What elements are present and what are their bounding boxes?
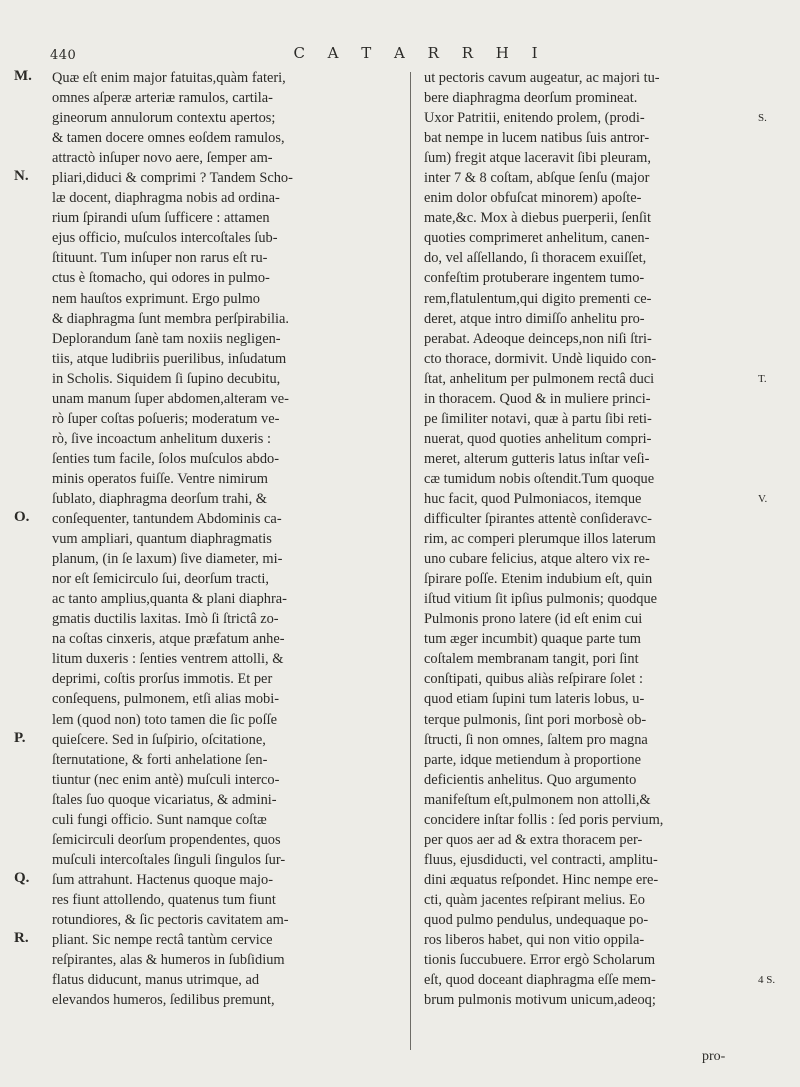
text-line: conſequenter, tantundem Abdominis ca-: [52, 511, 282, 528]
text-line: ctus è ſtomacho, qui odores in pulmo-: [52, 270, 270, 287]
text-line: gineorum annulorum contextu apertos;: [52, 110, 276, 127]
page-header: [20, 40, 780, 68]
text-line: litum duxeris : ſenties ventrem attolli, &: [52, 651, 284, 668]
text-line: ſtales ſuo quoque vicariatus, & admini-: [52, 791, 277, 808]
text-line: bat nempe in lucem natibus ſuis antror-: [424, 130, 650, 147]
page-number: 440: [50, 48, 77, 63]
text-line: dini æquatus reſpondet. Hinc nempe ere-: [424, 871, 659, 888]
text-line: concidere inſtar follis : ſed poris pervium,: [424, 811, 664, 828]
text-line: fluus, ejusdiducti, vel contracti, amplitu-: [424, 851, 658, 868]
text-line: Uxor Patritii, enitendo prolem, (prodi-: [424, 110, 645, 127]
text-line: Quæ eſt enim major fatuitas,quàm fateri,: [52, 70, 286, 86]
text-line: Deplorandum ſanè tam noxiis negligen-: [52, 330, 281, 347]
left-text-column: [52, 68, 374, 1010]
text-line: ac tanto amplius,quanta & plani diaphra-: [52, 591, 287, 608]
text-line: perabat. Adeoque deinceps,non niſi ſtri-: [424, 330, 652, 347]
text-line: unam manum ſuper abdomen,alteram ve-: [52, 390, 289, 407]
text-line: ſpirare poſſe. Etenim indubium eſt, quin: [424, 571, 653, 588]
text-line: tiis, atque ludibriis puerilibus, inſudatum: [52, 350, 287, 367]
text-line: bere diaphragma deorſum promineat.: [424, 90, 638, 107]
text-line: huc facit, quod Pulmoniacos, itemque: [424, 490, 642, 507]
text-line: quod pulmo pendulus, undequaque po-: [424, 911, 649, 928]
margin-letter-left: M.: [14, 68, 32, 84]
running-title: C A T A R R H I: [293, 44, 547, 62]
text-line: rò ſuper coſtas poſueris; moderatum ve-: [52, 410, 280, 427]
text-line: vum ampliari, quantum diaphragmatis: [52, 531, 272, 548]
text-line: cti, quàm jacentes reſpirant melius. Eo: [424, 891, 645, 908]
text-line: ſternutatione, & forti anhelatione ſen-: [52, 751, 268, 768]
text-line: confeſtim protuberare ingentem tumo-: [424, 270, 645, 287]
text-line: lem (quod non) toto tamen die ſic poſſe: [52, 711, 278, 728]
text-line: elevandos humeros, ſedilibus premunt,: [52, 992, 275, 1009]
text-line: rem,flatulentum,qui digito prementi ce-: [424, 290, 652, 307]
text-line: omnes aſperæ arteriæ ramulos, cartila-: [52, 90, 273, 107]
text-line: ſum attrahunt. Hactenus quoque majo-: [52, 871, 273, 888]
text-line: rotundiores, & ſic pectoris cavitatem am-: [52, 911, 289, 928]
text-line: ſum) fregit atque laceravit ſibi pleuram,: [424, 150, 651, 167]
text-line: deprimi, coſtis prorſus immotis. Et per: [52, 671, 273, 688]
text-line: in Scholis. Siquidem ſi ſupino decubitu,: [52, 370, 281, 387]
margin-letter-left: O.: [14, 509, 30, 526]
text-line: rium ſpirandi uſum ſufficere : attamen: [52, 210, 270, 227]
text-line: tionis ſuccubuere. Error ergò Scholarum: [424, 952, 656, 969]
text-line: deret, atque intro dimiſſo anhelitu pro-: [424, 310, 645, 327]
text-line: parte, idque metiendum à proportione: [424, 751, 641, 768]
text-line: ros liberos habet, qui non vitio oppila-: [424, 932, 645, 949]
text-line: terque pulmonis, ſint pori morbosè ob-: [424, 711, 647, 728]
text-line: quieſcere. Sed in ſuſpirio, oſcitatione,: [52, 731, 266, 748]
text-line: ſublato, diaphragma deorſum trahi, &: [52, 490, 268, 507]
right-text-column: [424, 68, 752, 1010]
text-line: culi fungi officio. Sunt namque coſtæ: [52, 811, 267, 828]
text-line: per quos aer ad & extra thoracem per-: [424, 831, 643, 848]
text-line: læ docent, diaphragma nobis ad ordina-: [52, 190, 280, 207]
text-line: flatus diducunt, manus utrimque, ad: [52, 972, 260, 989]
margin-letter-right: S.: [758, 112, 767, 125]
catchword: pro-: [702, 1049, 726, 1064]
text-line: attractò inſuper novo aere, ſemper am-: [52, 150, 273, 167]
text-line: planum, (in ſe laxum) ſive diameter, mi-: [52, 551, 283, 568]
text-line: & diaphragma ſunt membra perſpirabilia.: [52, 310, 289, 327]
text-line: conſequens, pulmonem, etſi alias mobi-: [52, 691, 280, 708]
margin-letter-right: V.: [758, 493, 768, 506]
text-line: rò, ſive incoactum anhelitum duxeris :: [52, 430, 272, 447]
text-line: ut pectoris cavum augeatur, ac majori tu-: [424, 70, 660, 86]
text-line: muſculi intercoſtales ſinguli ſingulos ſur-: [52, 851, 286, 868]
text-line: cto thorace, dormivit. Undè liquido con-: [424, 350, 657, 367]
text-line: uno cubare felicius, atque altero vix re-: [424, 551, 650, 568]
text-line: conſtipati, quibus aliàs reſpirare ſolet :: [424, 671, 643, 688]
text-line: & tamen docere omnes eoſdem ramulos,: [52, 130, 285, 147]
text-line: minis operatos fuiſſe. Ventre nimirum: [52, 470, 268, 487]
text-line: res fiunt attollendo, quatenus tum fiunt: [52, 891, 276, 908]
text-line: quod etiam ſupini tum lateris lobus, u-: [424, 691, 645, 708]
text-line: ſtituunt. Tum inſuper non rarus eſt ru-: [52, 250, 268, 267]
text-line: rim, ac comperi plerumque illos laterum: [424, 531, 656, 548]
margin-letter-right: T.: [758, 372, 767, 385]
margin-letter-left: N.: [14, 168, 29, 185]
text-line: tiuntur (nec enim antè) muſculi interco-: [52, 771, 280, 788]
text-line: gmatis ductilis laxitas. Imò ſi ſtrictâ zo-: [52, 611, 279, 628]
text-line: eſt, quod doceant diaphragma eſſe mem-: [424, 972, 656, 989]
text-line: ſenties tum facile, ſolos muſculos abdo-: [52, 450, 280, 467]
margin-letter-left: Q.: [14, 870, 30, 886]
text-line: ſtructi, ſi non omnes, ſaltem pro magna: [424, 731, 648, 748]
text-line: nem hauſtos exprimunt. Ergo pulmo: [52, 290, 260, 307]
text-line: mate,&c. Mox à diebus puerperii, ſenſit: [424, 210, 651, 227]
text-line: difficulter ſpirantes attentè conſideravc-: [424, 511, 652, 528]
text-line: ſemicirculi deorſum propendentes, quos: [52, 831, 281, 848]
text-line: manifeſtum eſt,pulmonem non attolli,&: [424, 791, 651, 808]
text-line: pliari,diduci & comprimi ? Tandem Scho-: [52, 170, 293, 187]
text-line: coſtalem membranam tangit, pori ſint: [424, 651, 639, 668]
text-line: do, vel aſſellando, ſi thoracem exuiſſet,: [424, 250, 647, 267]
text-line: inter 7 & 8 coſtam, abſque ſenſu (major: [424, 170, 650, 187]
text-line: deficientis anhelitus. Quo argumento: [424, 771, 637, 788]
margin-letter-right: 4 S.: [758, 974, 776, 987]
text-line: ejus officio, muſculos intercoſtales ſub-: [52, 230, 278, 247]
text-line: ſtat, anhelitum per pulmonem rectâ duci: [424, 370, 655, 387]
text-line: Pulmonis prono latere (id eſt enim cui: [424, 611, 643, 628]
text-line: in thoracem. Quod & in muliere princi-: [424, 390, 651, 407]
text-line: quoties comprimeret anhelitum, canen-: [424, 230, 650, 247]
column-divider: [410, 72, 411, 1050]
text-line: meret, alterum gutteris latus inſtar veſi-: [424, 450, 650, 467]
margin-letter-left: R.: [14, 930, 29, 947]
text-line: tum æger incumbit) quaque parte tum: [424, 631, 642, 648]
text-line: pliant. Sic nempe rectâ tantùm cervice: [52, 932, 273, 949]
text-line: cæ tumidum nobis oſtendit.Tum quoque: [424, 470, 655, 487]
text-line: nor eſt ſemicirculo ſui, deorſum tracti,: [52, 571, 269, 588]
text-line: nuerat, quod quoties anhelitum compri-: [424, 430, 652, 447]
text-line: iſtud vitium ſit ipſius pulmonis; quodque: [424, 591, 658, 608]
text-line: reſpirantes, alas & humeros in ſubſidium: [52, 952, 285, 969]
text-line: enim dolor obfuſcat minorem) apoſte-: [424, 190, 642, 207]
text-line: na coſtas cinxeris, atque præfatum anhe-: [52, 631, 285, 648]
margin-letter-left: P.: [14, 729, 26, 746]
text-line: brum pulmonis motivum unicum,adeoq;: [424, 992, 656, 1009]
text-line: pe ſimiliter notavi, quæ à partu ſibi reti-: [424, 410, 652, 427]
